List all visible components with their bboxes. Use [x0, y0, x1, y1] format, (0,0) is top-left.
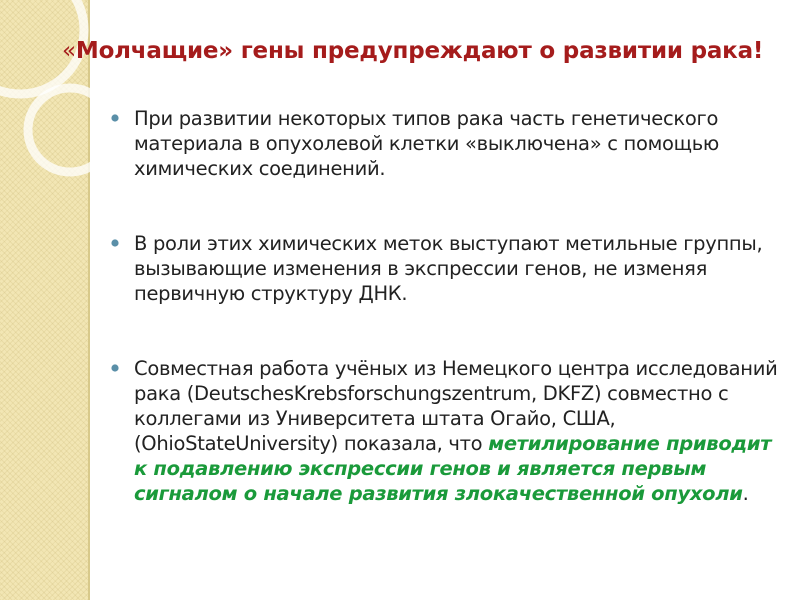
- emphasized-conclusion: метилирование приводит к подавлению экспрессии генов и является первым сигналом о начале развития злокачественной опухоли: [134, 432, 772, 505]
- teal-round-bullet-icon: [110, 113, 120, 123]
- bullet-list: [110, 106, 785, 506]
- bullet-item-1: [110, 106, 785, 181]
- bullet-text: В роли этих химических меток выступают метильные группы, вызывающие изменения в экспрессии генов, не изменяя первичную структуру ДНК.: [134, 232, 763, 305]
- bullet-item-2: [110, 231, 785, 306]
- slide-title: [62, 38, 792, 64]
- teal-round-bullet-icon: [110, 363, 120, 373]
- bullet-tail: .: [742, 482, 749, 505]
- title-open-quote: «: [62, 38, 76, 64]
- title-text: Молчащие» гены предупреждают о развитии рака!: [75, 38, 764, 64]
- bullet-text: При развитии некоторых типов рака часть генетического материала в опухолевой клетки «выключена» с помощью химических соединений.: [134, 107, 720, 180]
- bullet-item-3: [110, 356, 785, 506]
- teal-round-bullet-icon: [110, 238, 120, 248]
- bullet-text: Совместная работа учёных из Немецкого центра исследований рака (DeutschesKrebsforschungszentrum, DKFZ) совместно с коллегами из Университета штата Огайо, США, (OhioStateUniversity) показала, что: [134, 357, 778, 455]
